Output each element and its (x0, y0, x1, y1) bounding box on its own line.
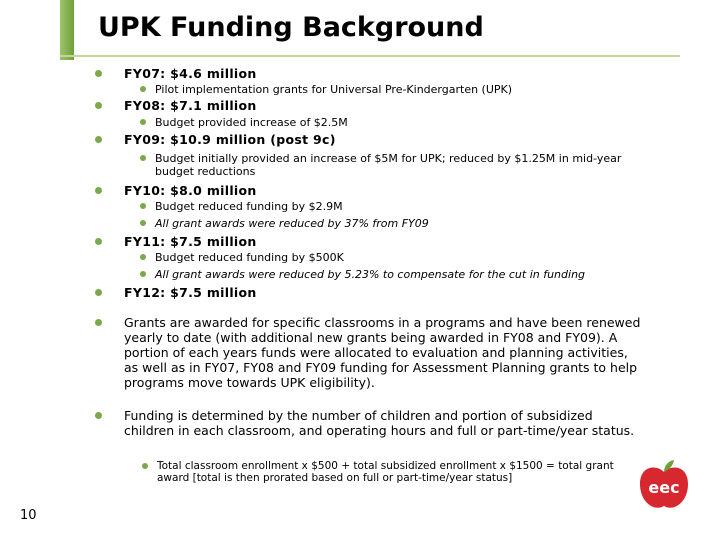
sub-bullet-fy07: Pilot implementation grants for Universal Pre-Kindergarten (UPK) (155, 83, 645, 96)
sub-bullet-fy08: Budget provided increase of $2.5M (155, 116, 645, 129)
bullet-fy12: FY12: $7.5 million (124, 285, 644, 300)
bullet-funding: Funding is determined by the number of children and portion of subsidized children in each classroom, and operating hours and full or part-time/year status. (124, 408, 644, 438)
bullet-fy08: FY08: $7.1 million (124, 98, 644, 113)
bullet-fy10: FY10: $8.0 million (124, 183, 644, 198)
sub-bullet-fy10-1: Budget reduced funding by $2.9M (155, 200, 645, 213)
bullet-fy09: FY09: $10.9 million (post 9c) (124, 132, 644, 147)
bullet-fy11: FY11: $7.5 million (124, 234, 644, 249)
page-number: 10 (20, 508, 37, 523)
sub-bullet-fy09: Budget initially provided an increase of $5M for UPK; reduced by $1.25M in mid-year budget reductions (155, 152, 625, 178)
logo-text: eec (648, 478, 680, 497)
sub-bullet-fy11-1: Budget reduced funding by $500K (155, 251, 645, 264)
apple-logo-icon (636, 458, 692, 514)
eec-logo (636, 458, 692, 514)
page-title: UPK Funding Background (98, 12, 484, 43)
sub-bullet-formula: Total classroom enrollment x $500 + total subsidized enrollment x $1500 = total grant award [total is then prorated based on full or part-time/year status] (157, 460, 627, 484)
bullet-fy07: FY07: $4.6 million (124, 66, 644, 81)
sub-bullet-fy10-2: All grant awards were reduced by 37% from FY09 (155, 217, 645, 230)
bullet-grants: Grants are awarded for specific classrooms in a programs and have been renewed yearly to date (with additional new grants being awarded in FY08 and FY09). A portion of each years funds were allocated to evaluation and planning activities, as well as in FY07, FY08 and FY09 funding for Assessment Planning grants to help programs move towards UPK eligibility). (124, 315, 644, 390)
sub-bullet-fy11-2: All grant awards were reduced by 5.23% to compensate for the cut in funding (155, 268, 645, 281)
